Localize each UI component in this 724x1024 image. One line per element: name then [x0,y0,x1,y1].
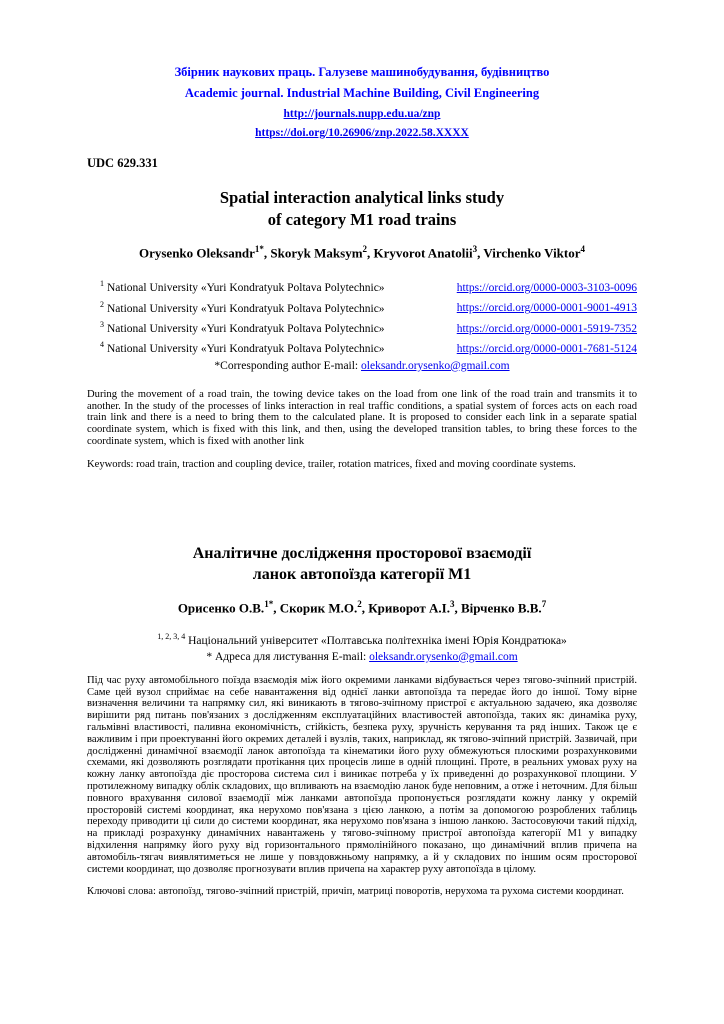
affiliation-row [87,297,637,317]
author-affiliation-mark: 2 [357,598,362,609]
paper-title-ua-line1: Аналітичне дослідження просторової взаємодії [192,544,532,562]
orcid-link[interactable]: https://orcid.org/0000-0001-5919-7352 [456,322,637,335]
author-affiliation-mark: 2 [362,244,368,254]
affiliations-en [87,276,637,357]
keywords-text-ua: : автопоїзд, тягово-зчіпний пристрій, причіп, матриці поворотів, нерухома та рухома системи координат. [152,886,624,898]
authors-ua: Орисенко О.В.$^{1*}$, Скорик М.О.$^2$, Криворот А.І.$^3$, Вірченко В.В.$^7$ [177,598,547,616]
affiliation-text: $^3$ National University «Yuri Kondratyuk Poltava Polytechnic» [100,319,385,335]
author-name: Орисенко О.В. [177,600,265,616]
journal-site-link[interactable]: http://journals.nupp.edu.ua/znp [283,108,441,120]
affiliation-ua: $^{1, 2, 3, 4}$ Національний університет «Полтавська політехніка імені Юрія Кондратюка» * Адреса для листування E-mail: oleksandr.orysenko@gmail.com [157,632,567,663]
affiliation-text: $^2$ National University «Yuri Kondratyuk Poltava Polytechnic» [100,299,385,315]
affiliation-row [87,276,637,296]
keywords-label-ua: Ключові слова [87,886,153,898]
paper-title-en-line2: of category M1 road trains [267,210,457,229]
author-name: Вірченко В.В. [460,600,542,616]
paper-title-en-line1: Spatial interaction analytical links study [219,188,505,207]
author-name: Skoryk Maksym [270,245,363,261]
keywords-en: Keywords: road train, traction and coupling device, trailer, rotation matrices, fixed and moving coordinate systems. [87,459,576,471]
author-affiliation-mark: 7 [541,598,547,609]
paper-title-ua-line2: ланок автопоїзда категорії М1 [252,566,472,584]
affiliation-row [87,337,637,357]
orcid-link[interactable]: https://orcid.org/0000-0001-9001-4913 [456,302,637,315]
abstract-ua: Під час руху автомобільного поїзда взаємодія між його окремими ланками відбувається через тягово-зчіпний пристрій. Саме цей вузол сприймає на себе навантаження від однієї ланки автопоїзда та передає його до іншої. Тому вірне визначення величини та напрямку сил, які виникають в тягово-зчіпному пристрої є актуальною задачею, яка дозволяє вирішити ряд питань пов'язаних з дослідженням експлуатаційних властивостей автопоїзда, таких як: динаміка руху, гальмівні властивості, паливна економічність, стійкість, безпека руху, зручність керування та ряд інших. Також це є важливим і при проектуванні його окремих деталей і вузлів, таких, наприклад, як тягово-зчіпний пристрій. Зазвичай, при дослідженні динамічної взаємодії ланок автопоїзда та кінематики його руху обмежуються плоскими розрахунковими схемами, які дозволяють розглядати протікання цих процесів лише в одній площині. Проте, в реальних умовах руху на кожну ланку автопоїзда діє просторова система сил і виникає потреба у їх приведенні до розрахункової площини. У протилежному випадку облік складових, що впливають на взаємодію ланок буде неповним, а отже і неточним. Для більш повного врахування силової взаємодії між ланками автопоїзда пропонується розглядати кожну ланку у окремій просторовій системі координат, яка нерухомо пов'язана з цією ланкою, а потім за допомогою розроблених таблиць переходу приводити ці сили до системи координат, яка нерухомо пов'язана з іншою ланкою. Застосовуючи такий підхід, на прикладі розрахунку динамічних навантажень у тягово-зчіпному пристрої автопоїзда категорії М1 у випадку відхилення напрямку його руху від горизонтального прямолінійного показано, що динамічний вплив причепа на автомобіль-тягач виявлятиметься не лише у повздовжньому напрямку, а й у складових по іншим осям просторової системи координат, що дозволяє прогнозувати вплив причепа на характер руху автопоїзда в цілому. [87,674,637,875]
affiliation-text: $^4$ National University «Yuri Kondratyuk Poltava Polytechnic» [100,340,385,356]
doi-link[interactable]: https://doi.org/10.26906/znp.2022.58.XXXX [255,127,469,139]
author-name: Orysenko Oleksandr [138,245,255,261]
author-affiliation-mark: 1* [264,598,274,609]
orcid-link[interactable]: https://orcid.org/0000-0003-3103-0096 [456,282,637,295]
author-affiliation-mark: 4 [580,244,586,254]
paper-title-ua [87,543,637,586]
corresponding-author-ua: * Адреса для листування E-mail: oleksandr.orysenko@gmail.com [206,650,518,663]
authors-en: Orysenko Oleksandr$^{1*}$, Skoryk Maksym$^2$, Kryvorot Anatolii$^3$, Virchenko Viktor$^4$ [138,244,586,261]
keywords-ua [87,886,637,898]
author-affiliation-mark: 1* [254,244,264,254]
udc-label: UDC 629.331 [87,156,158,170]
author-name: Kryvorot Anatolii [373,245,473,261]
author-affiliation-mark: 3 [449,598,455,609]
corresponding-email-link[interactable]: oleksandr.orysenko@gmail.com [361,359,510,372]
author-name: Virchenko Viktor [483,245,581,261]
corresponding-email-link-ua[interactable]: oleksandr.orysenko@gmail.com [369,650,518,663]
journal-name-en: Academic journal. Industrial Machine Building, Civil Engineering [184,86,540,100]
paper-page [87,0,637,898]
paper-title-en [87,187,637,231]
journal-name-ua: Збірник наукових праць. Галузеве машинобудування, будівництво [174,65,550,79]
author-affiliation-mark: 3 [472,244,478,254]
doi-line [87,123,637,142]
author-name: Криворот А.І. [368,600,450,616]
affiliation-row [87,317,637,337]
abstract-en: During the movement of a road train, the towing device takes on the load from one link of the road train and transmits it to another. In the study of the processes of links interaction in real traffic conditions, a spatial system of forces acts on each road train link and there is a need to bring them to the calculated plane. It is proposed to consider each link in a separate spatial coordinate system, which is fixed with this link, and then, using the developed transition tables, to bring these forces to the coordinate system, which is fixed with another link [87,389,637,447]
corresponding-author-en: *Corresponding author E-mail: oleksandr.orysenko@gmail.com [214,359,510,372]
journal-site-line [87,104,637,123]
orcid-link[interactable]: https://orcid.org/0000-0001-7681-5124 [456,343,637,356]
affiliation-text: $^1$ National University «Yuri Kondratyuk Poltava Polytechnic» [100,279,385,295]
author-name: Скорик М.О. [279,600,358,616]
